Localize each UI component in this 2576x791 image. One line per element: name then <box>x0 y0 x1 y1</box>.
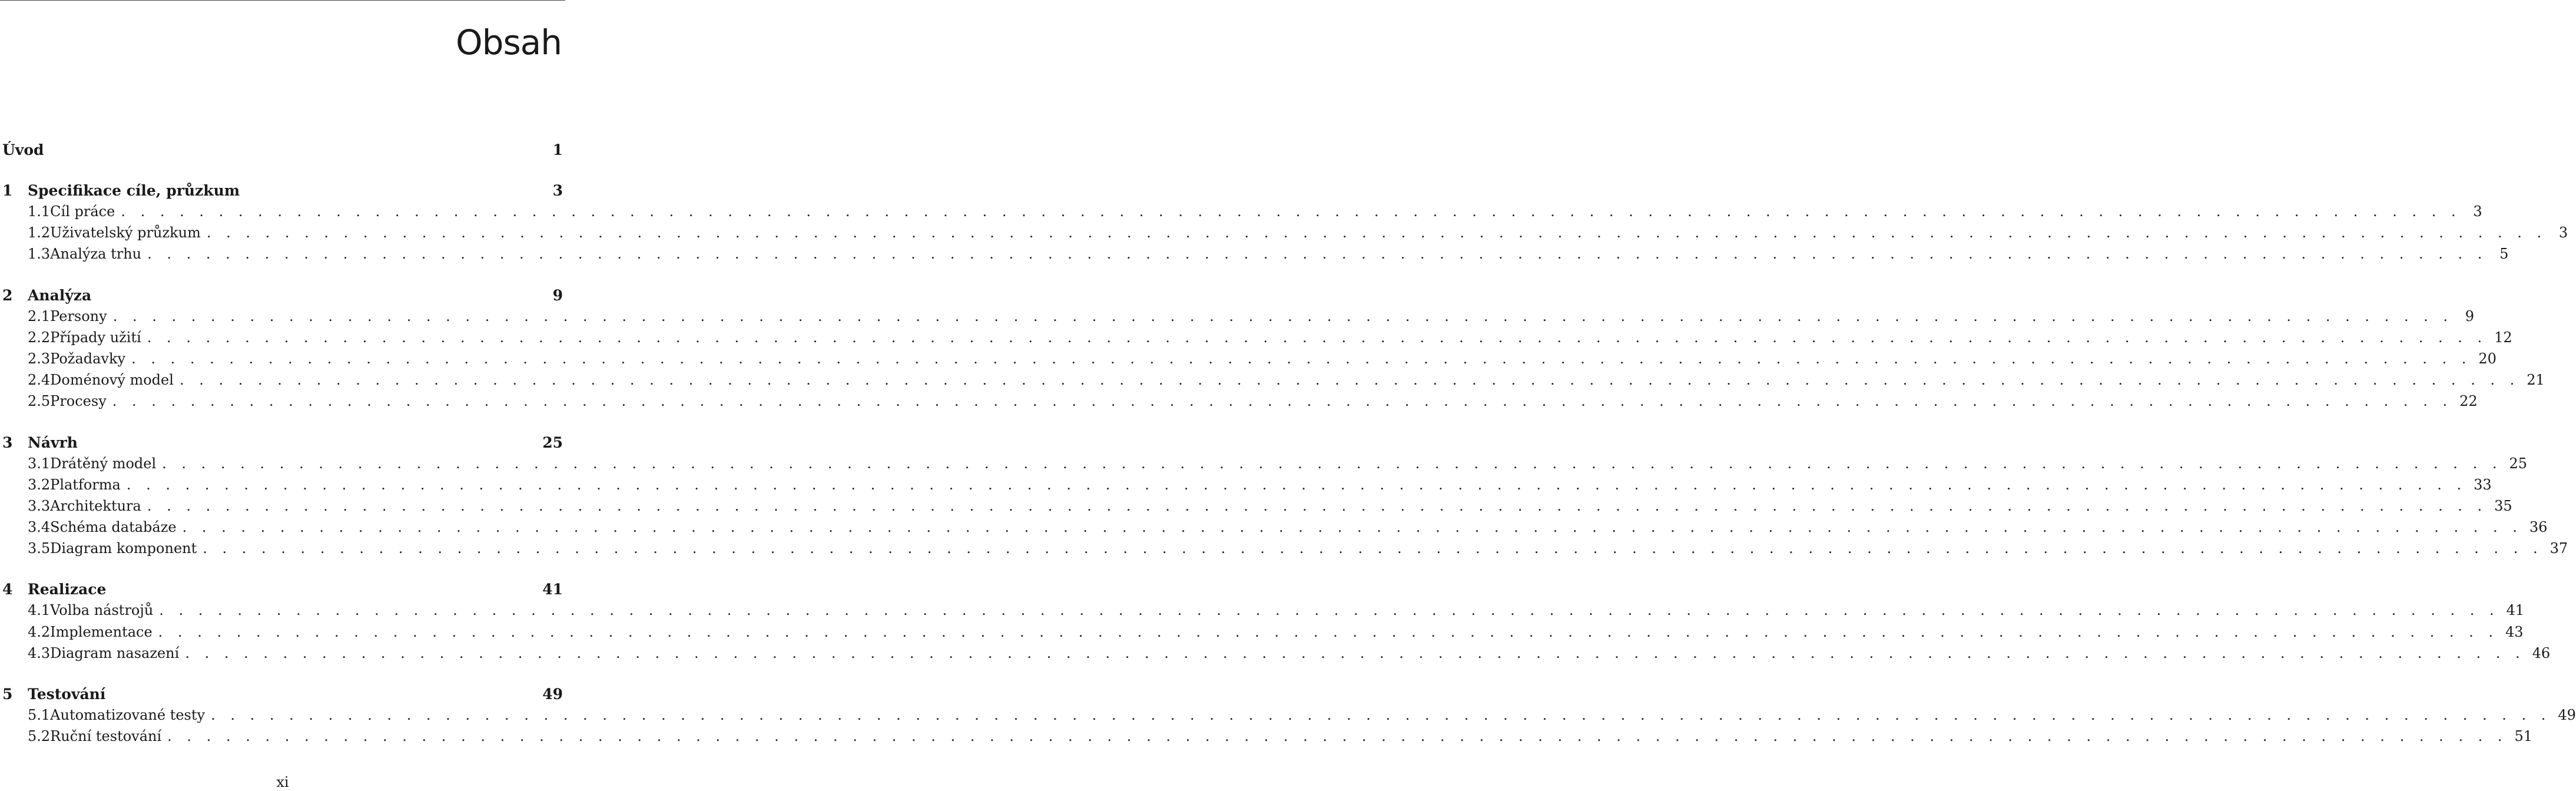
toc-section[interactable] <box>0 224 2568 246</box>
section-number: 5.2 <box>28 728 51 745</box>
chapter-number: 5 <box>2 686 13 703</box>
toc-section[interactable] <box>0 203 2482 224</box>
dot-leader: . . . . . . . . . . . . . . . . . . . . . . . . . . . . . . . . . . . . . . . . . . . . . . . . . . . . . . . . . . . . . . . . . . . . . . . . . . . . . . . . . . . . . . . . . . . . . . . . . . . . . . . . . . . . . . . . . . . . . . . . <box>112 307 2454 325</box>
section-title: Automatizované testy <box>50 707 205 723</box>
top-rule <box>0 0 565 1</box>
dot-leader: . . . . . . . . . . . . . . . . . . . . . . . . . . . . . . . . . . . . . . . . . . . . . . . . . . . . . . . . . . . . . . . . . . . . . . . . . . . . . . . . . . . . . . . . . . . . . . . . . . . . . . . . . . . . . . . . . . . . . . . . <box>182 519 2522 536</box>
toc-chapter[interactable] <box>0 141 563 163</box>
section-number: 3.2 <box>28 476 51 493</box>
section-page: 33 <box>2474 476 2492 493</box>
toc-section[interactable] <box>0 455 2527 476</box>
page-number: xi <box>276 774 289 790</box>
toc-section[interactable] <box>0 476 2492 498</box>
section-number: 2.4 <box>28 372 51 389</box>
section-number: 1.2 <box>28 224 51 241</box>
dot-leader: . . . . . . . . . . . . . . . . . . . . . . . . . . . . . . . . . . . . . . . . . . . . . . . . . . . . . . . . . . . . . . . . . . . . . . . . . . . . . . . . . . . . . . . . . . . . . . . . . . . . . . . . . . . . . . . . . . . . . . . . <box>147 497 2488 514</box>
dot-leader: . . . . . . . . . . . . . . . . . . . . . . . . . . . . . . . . . . . . . . . . . . . . . . . . . . . . . . . . . . . . . . . . . . . . . . . . . . . . . . . . . . . . . . . . . . . . . . . . . . . . . . . . . . . . . . . . . . . . . . . . <box>131 350 2472 367</box>
dot-leader: . . . . . . . . . . . . . . . . . . . . . . . . . . . . . . . . . . . . . . . . . . . . . . . . . . . . . . . . . . . . . . . . . . . . . . . . . . . . . . . . . . . . . . . . . . . . . . . . . . . . . . . . . . . . . . . . . . . . . . . . <box>167 728 2508 745</box>
toc-section[interactable] <box>0 644 2551 666</box>
section-page: 43 <box>2505 623 2524 640</box>
section-title: Implementace <box>50 623 152 640</box>
section-page: 36 <box>2529 519 2548 536</box>
chapter-title: Realizace <box>28 581 107 598</box>
section-number: 2.1 <box>28 307 51 325</box>
table-of-contents <box>0 141 2576 749</box>
section-page: 51 <box>2514 728 2533 745</box>
section-page: 3 <box>2473 203 2482 220</box>
dot-leader: . . . . . . . . . . . . . . . . . . . . . . . . . . . . . . . . . . . . . . . . . . . . . . . . . . . . . . . . . . . . . . . . . . . . . . . . . . . . . . . . . . . . . . . . . . . . . . . . . . . . . . . . . . . . . . . . . . . . . . . . <box>147 329 2488 346</box>
section-number: 3.3 <box>28 497 51 514</box>
section-title: Drátěný model <box>50 455 157 472</box>
section-title: Analýza trhu <box>50 246 142 263</box>
section-number: 4.3 <box>28 644 51 661</box>
section-title: Cíl práce <box>50 203 115 220</box>
chapter-number: 3 <box>2 433 13 451</box>
section-title: Diagram nasazení <box>50 644 180 661</box>
section-page: 25 <box>2509 455 2527 472</box>
toc-section[interactable] <box>0 728 2533 749</box>
section-page: 3 <box>2558 224 2568 241</box>
dot-leader: . . . . . . . . . . . . . . . . . . . . . . . . . . . . . . . . . . . . . . . . . . . . . . . . . . . . . . . . . . . . . . . . . . . . . . . . . . . . . . . . . . . . . . . . . . . . . . . . . . . . . . . . . . . . . . . . . . . . . . . . <box>158 623 2498 640</box>
chapter-page: 1 <box>552 141 563 158</box>
section-page: 37 <box>2550 540 2568 557</box>
section-title: Diagram komponent <box>50 540 197 557</box>
chapter-title: Návrh <box>28 433 78 451</box>
dot-leader: . . . . . . . . . . . . . . . . . . . . . . . . . . . . . . . . . . . . . . . . . . . . . . . . . . . . . . . . . . . . . . . . . . . . . . . . . . . . . . . . . . . . . . . . . . . . . . . . . . . . . . . . . . . . . . . . . . . . . . . . <box>185 644 2525 661</box>
section-page: 12 <box>2494 329 2512 346</box>
dot-leader: . . . . . . . . . . . . . . . . . . . . . . . . . . . . . . . . . . . . . . . . . . . . . . . . . . . . . . . . . . . . . . . . . . . . . . . . . . . . . . . . . . . . . . . . . . . . . . . . . . . . . . . . . . . . . . . . . . . . . . . . <box>203 540 2543 557</box>
toc-section[interactable] <box>0 246 2509 267</box>
dot-leader: . . . . . . . . . . . . . . . . . . . . . . . . . . . . . . . . . . . . . . . . . . . . . . . . . . . . . . . . . . . . . . . . . . . . . . . . . . . . . . . . . . . . . . . . . . . . . . . . . . . . . . . . . . . . . . . . . . . . . . . . <box>206 224 2547 241</box>
section-number: 3.4 <box>28 519 51 536</box>
dot-leader: . . . . . . . . . . . . . . . . . . . . . . . . . . . . . . . . . . . . . . . . . . . . . . . . . . . . . . . . . . . . . . . . . . . . . . . . . . . . . . . . . . . . . . . . . . . . . . . . . . . . . . . . . . . . . . . . . . . . . . . . <box>162 455 2502 472</box>
toc-section[interactable] <box>0 623 2524 645</box>
chapter-number: 4 <box>2 581 13 598</box>
section-number: 2.2 <box>28 329 51 346</box>
toc-section[interactable] <box>0 519 2548 540</box>
toc-section[interactable] <box>0 350 2497 372</box>
dot-leader: . . . . . . . . . . . . . . . . . . . . . . . . . . . . . . . . . . . . . . . . . . . . . . . . . . . . . . . . . . . . . . . . . . . . . . . . . . . . . . . . . . . . . . . . . . . . . . . . . . . . . . . . . . . . . . . . . . . . . . . . <box>147 246 2488 263</box>
section-number: 5.1 <box>28 707 51 723</box>
section-title: Architektura <box>50 497 141 514</box>
chapter-page: 41 <box>542 581 563 598</box>
section-page: 9 <box>2465 307 2475 325</box>
toc-chapter[interactable] <box>0 287 563 308</box>
section-title: Persony <box>50 307 107 325</box>
section-number: 1.1 <box>28 203 51 220</box>
section-title: Uživatelský průzkum <box>50 224 201 241</box>
section-page: 41 <box>2506 602 2525 619</box>
chapter-page: 9 <box>552 286 563 304</box>
chapter-page: 49 <box>542 686 563 703</box>
section-title: Volba nástrojů <box>50 602 154 619</box>
section-number: 2.3 <box>28 350 51 367</box>
section-page: 46 <box>2532 644 2551 661</box>
chapter-title: Analýza <box>28 286 92 304</box>
section-number: 4.1 <box>28 602 51 619</box>
section-title: Požadavky <box>50 350 126 367</box>
toc-section[interactable] <box>0 307 2475 329</box>
section-title: Ruční testování <box>50 728 162 745</box>
section-number: 3.5 <box>28 540 51 557</box>
section-number: 4.2 <box>28 623 51 640</box>
section-title: Doménový model <box>50 372 174 389</box>
toc-chapter[interactable] <box>0 686 563 707</box>
toc-section[interactable] <box>0 393 2478 414</box>
toc-section[interactable] <box>0 602 2525 623</box>
dot-leader: . . . . . . . . . . . . . . . . . . . . . . . . . . . . . . . . . . . . . . . . . . . . . . . . . . . . . . . . . . . . . . . . . . . . . . . . . . . . . . . . . . . . . . . . . . . . . . . . . . . . . . . . . . . . . . . . . . . . . . . . <box>159 602 2499 619</box>
section-title: Platforma <box>50 476 121 493</box>
dot-leader: . . . . . . . . . . . . . . . . . . . . . . . . . . . . . . . . . . . . . . . . . . . . . . . . . . . . . . . . . . . . . . . . . . . . . . . . . . . . . . . . . . . . . . . . . . . . . . . . . . . . . . . . . . . . . . . . . . . . . . . . <box>112 393 2453 410</box>
toc-section[interactable] <box>0 329 2512 350</box>
chapter-title: Specifikace cíle, průzkum <box>28 182 240 199</box>
section-title: Schéma databáze <box>50 519 177 536</box>
chapter-title: Úvod <box>2 141 44 158</box>
toc-section[interactable] <box>0 707 2576 728</box>
page-title: Obsah <box>456 22 562 62</box>
section-number: 3.1 <box>28 455 51 472</box>
section-page: 49 <box>2558 707 2576 723</box>
section-title: Případy užití <box>50 329 141 346</box>
section-page: 21 <box>2527 372 2545 389</box>
chapter-number: 1 <box>2 182 13 199</box>
dot-leader: . . . . . . . . . . . . . . . . . . . . . . . . . . . . . . . . . . . . . . . . . . . . . . . . . . . . . . . . . . . . . . . . . . . . . . . . . . . . . . . . . . . . . . . . . . . . . . . . . . . . . . . . . . . . . . . . . . . . . . . . <box>211 707 2551 723</box>
section-title: Procesy <box>50 393 107 410</box>
toc-section[interactable] <box>0 497 2512 519</box>
toc-chapter[interactable] <box>0 182 563 203</box>
section-number: 1.3 <box>28 246 51 263</box>
section-number: 2.5 <box>28 393 51 410</box>
section-page: 20 <box>2478 350 2497 367</box>
section-page: 35 <box>2494 497 2512 514</box>
dot-leader: . . . . . . . . . . . . . . . . . . . . . . . . . . . . . . . . . . . . . . . . . . . . . . . . . . . . . . . . . . . . . . . . . . . . . . . . . . . . . . . . . . . . . . . . . . . . . . . . . . . . . . . . . . . . . . . . . . . . . . . . <box>126 476 2467 493</box>
section-page: 22 <box>2459 393 2478 410</box>
dot-leader: . . . . . . . . . . . . . . . . . . . . . . . . . . . . . . . . . . . . . . . . . . . . . . . . . . . . . . . . . . . . . . . . . . . . . . . . . . . . . . . . . . . . . . . . . . . . . . . . . . . . . . . . . . . . . . . . . . . . . . . . <box>121 203 2461 220</box>
toc-section[interactable] <box>0 540 2568 561</box>
chapter-page: 25 <box>542 433 563 451</box>
chapter-number: 2 <box>2 286 13 304</box>
chapter-page: 3 <box>552 182 563 199</box>
section-page: 5 <box>2499 246 2509 263</box>
chapter-title: Testování <box>28 686 106 703</box>
toc-chapter[interactable] <box>0 581 563 602</box>
toc-chapter[interactable] <box>0 434 563 455</box>
toc-section[interactable] <box>0 372 2545 393</box>
dot-leader: . . . . . . . . . . . . . . . . . . . . . . . . . . . . . . . . . . . . . . . . . . . . . . . . . . . . . . . . . . . . . . . . . . . . . . . . . . . . . . . . . . . . . . . . . . . . . . . . . . . . . . . . . . . . . . . . . . . . . . . . <box>179 372 2520 389</box>
